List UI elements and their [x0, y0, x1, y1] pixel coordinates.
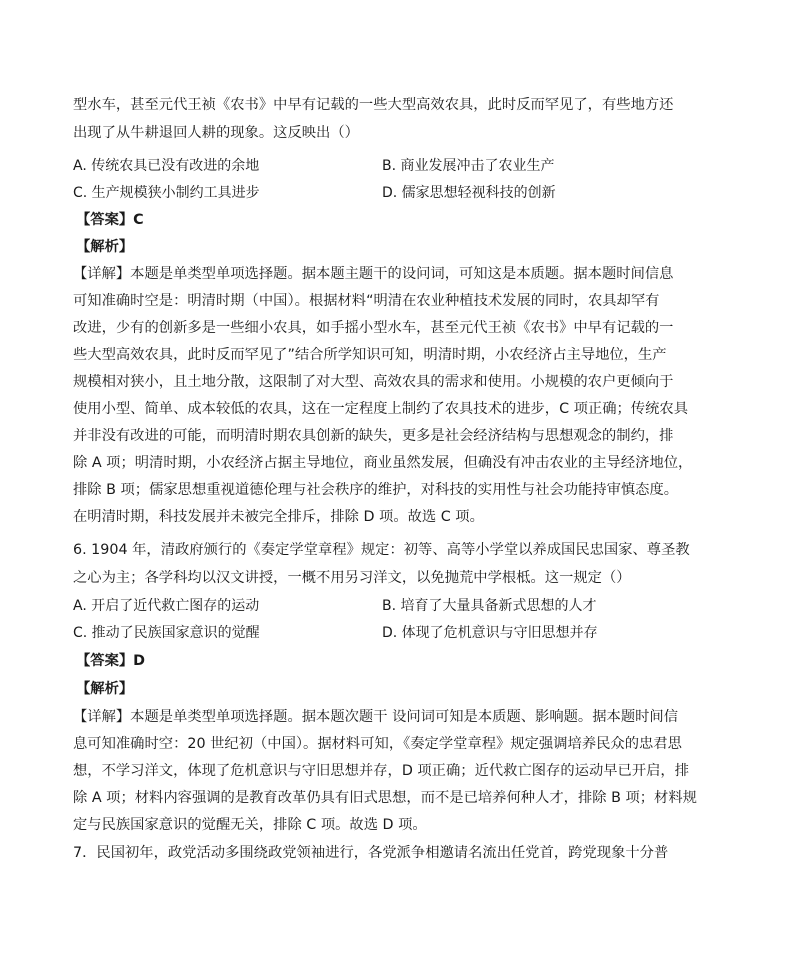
q5-analysis-line-8: 除 A 项；明清时期，小农经济占据主导地位，商业虽然发展，但确没有冲击农业的主导经济地位， [73, 455, 693, 471]
q6-analysis-line-2: 息可知准确时空：20 世纪初（中国）。据材料可知，《奏定学堂章程》规定强调培养民众的忠君思 [73, 736, 682, 752]
q5-analysis-line-2: 可知准确时空是：明清时期（中国）。根据材料“明清在农业种植技术发展的同时，农具却罕有 [73, 293, 660, 309]
q6-answer: 【答案】D [76, 653, 146, 669]
q5-analysis-line-10: 在明清时期，科技发展并未被完全排斥，排除 D 项。故选 C 项。 [73, 509, 484, 525]
q6-analysis-line-1: 【详解】本题是单类型单项选择题。据本题次题干 设问词可知是本质题、影响题。据本题时间信 [73, 709, 679, 725]
q6-analysis-line-3: 想，不学习洋文，体现了危机意识与守旧思想并存，D 项正确；近代救亡图存的运动早已开启，排 [73, 763, 690, 779]
q5-option-d: D. 儒家思想轻视科技的创新 [382, 185, 556, 201]
q5-analysis-line-4: 些大型高效农具，此时反而罕见了”结合所学知识可知，明清时期，小农经济占主导地位，生产 [73, 347, 667, 363]
q7-stem-line-1: 7．民国初年，政党活动多围绕政党领袖进行，各党派争相邀请名流出任党首，跨党现象十分普 [73, 845, 669, 861]
q6-analysis-line-5: 定与民族国家意识的觉醒无关，排除 C 项。故选 D 项。 [73, 817, 427, 833]
q6-option-d: D. 体现了危机意识与守旧思想并存 [382, 625, 598, 641]
q6-option-c: C. 推动了民族国家意识的觉醒 [73, 625, 260, 641]
q5-analysis-line-5: 规模相对狭小，且土地分散，这限制了对大型、高效农具的需求和使用。小规模的农户更倾向于 [73, 374, 674, 390]
q5-option-c: C. 生产规模狭小制约工具进步 [73, 185, 260, 201]
q6-option-b: B. 培育了大量具备新式思想的人才 [382, 598, 597, 614]
q5-analysis-label: 【解析】 [76, 239, 134, 255]
q5-analysis-line-7: 并非没有改进的可能，而明清时期农具创新的缺失，更多是社会经济结构与思想观念的制约，排 [73, 428, 674, 444]
q6-option-a: A. 开启了近代救亡图存的运动 [73, 598, 260, 614]
q5-answer: 【答案】C [76, 212, 144, 228]
q5-option-b: B. 商业发展冲击了农业生产 [382, 158, 555, 174]
q5-option-a: A. 传统农具已没有改进的余地 [73, 158, 260, 174]
q6-stem-line-2: 之心为主；各学科均以汉文讲授，一概不用另习洋文，以免抛荒中学根柢。这一规定（） [73, 570, 631, 586]
q5-stem-line-2: 出现了从牛耕退回人耕的现象。这反映出（） [73, 125, 359, 141]
q5-analysis-line-1: 【详解】本题是单类型单项选择题。据本题主题干的设问词，可知这是本质题。据本题时间信息 [73, 266, 674, 282]
q5-stem-line-1: 型水车，甚至元代王祯《农书》中早有记载的一些大型高效农具，此时反而罕见了，有些地方还 [73, 97, 674, 113]
q5-analysis-line-6: 使用小型、简单、成本较低的农具，这在一定程度上制约了农具技术的进步，C 项正确；传统农具 [73, 401, 688, 417]
q6-analysis-label: 【解析】 [76, 681, 134, 697]
q5-analysis-line-3: 改进，少有的创新多是一些细小农具，如手摇小型水车，甚至元代王祯《农书》中早有记载的一 [73, 320, 674, 336]
q6-analysis-line-4: 除 A 项；材料内容强调的是教育改革仍具有旧式思想，而不是已培养何种人才，排除 B 项；材料规 [73, 790, 697, 806]
q6-stem-line-1: 6. 1904 年，清政府颁行的《奏定学堂章程》规定：初等、高等小学堂以养成国民忠国家、尊圣教 [73, 542, 690, 558]
q5-analysis-line-9: 排除 B 项；儒家思想重视道德伦理与社会秩序的维护，对科技的实用性与社会功能持审慎态度。 [73, 482, 679, 498]
